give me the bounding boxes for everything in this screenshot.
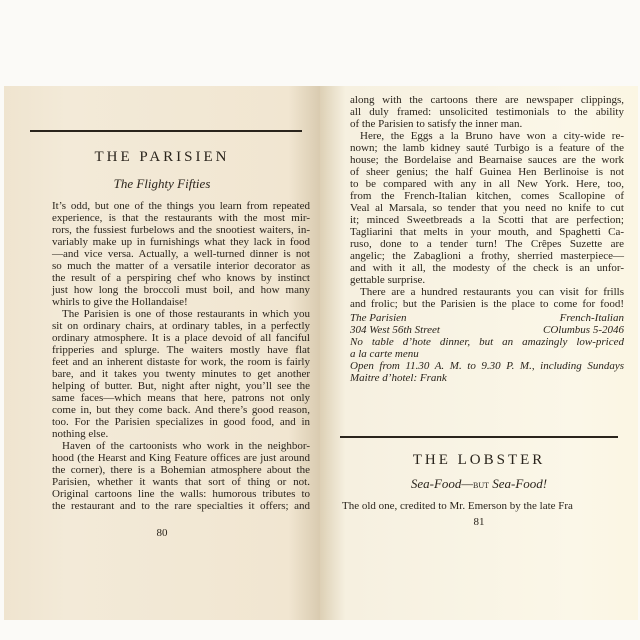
text-line: ruso, done to a tender turn! The Crêpes Suzette are — [350, 238, 624, 250]
subtitle-part: Sea-Food! — [488, 476, 548, 491]
text-line: angelic; the Zabaglioni a frothy, sherried masterpiece— — [350, 250, 624, 262]
text-line: hood (the Hearst and King Feature offices are just around — [52, 452, 310, 464]
subtitle-part: but — [472, 479, 489, 491]
text-line: whirls to give the Hollandaise! — [52, 296, 188, 308]
text-line: fripperies and splurge. The waiters mostly have flat — [52, 344, 310, 356]
text-line: it; minced Sweetbreads a la Scotti that are perfection; — [350, 214, 624, 226]
chapter-heading: THE PARISIEN — [94, 149, 230, 165]
left-page — [4, 86, 320, 620]
cuisine: French-Italian — [559, 312, 624, 324]
text-line: all duly framed: unsolicited testimonials to the ability — [350, 106, 624, 118]
text-line: along with the cartoons there are newspaper clippings, — [350, 94, 624, 106]
next-chapter-first-line: The old one, credited to Mr. Emerson by the late Fra — [342, 500, 573, 512]
subtitle-part: Sea-Food— — [410, 476, 473, 491]
text-line: so much the matter of a versatile interior decorator as — [52, 260, 310, 272]
text-line: bare, and it takes you twenty minutes to get another — [52, 368, 310, 380]
next-chapter-subtitle — [320, 476, 638, 492]
text-line: house; the Bordelaise and Bearnaise sauces are the work — [350, 154, 624, 166]
text-line: Original cartoons line the walls: humorous tributes to — [52, 488, 310, 500]
next-chapter-heading: THE LOBSTER — [412, 452, 546, 468]
section-rule — [340, 436, 618, 438]
phone: COlumbus 5-2046 — [543, 324, 624, 336]
text-line: to be compared with any in all New York. Here, too, — [350, 178, 624, 190]
text-line: of sheer genius; the half Guinea Hen Berlinoise is not — [350, 166, 624, 178]
maitre-d: Maitre d’hotel: Frank — [350, 372, 447, 384]
text-line: Here, the Eggs a la Bruno have won a city-wide re- — [360, 130, 624, 142]
text-line: It’s odd, but one of the things you learn from repeated — [52, 200, 310, 212]
text-line: the restaurant and to the rare specialties it offers; and — [52, 500, 310, 512]
address: 304 West 56th Street — [350, 324, 440, 336]
text-line: Veal al Marsala, so tender that you need no knife to cut — [350, 202, 624, 214]
text-line: from the French-Italian kitchen, comes Scallopine of — [350, 190, 624, 202]
page-number: 80 — [156, 527, 168, 539]
text-line: Parisien, whether it wants that sort of thing or not. — [52, 476, 310, 488]
right-page — [320, 86, 638, 620]
text-line: ordinary atmosphere. It is a place devoid of all fanciful — [52, 332, 310, 344]
text-line: the result of a perspiring chef who knows by instinct — [52, 272, 310, 284]
menu-note-2: a la carte menu — [350, 348, 419, 360]
text-line: helping of butter. But, night after night, you’ll see the — [52, 380, 310, 392]
text-line: gettable surprise. — [350, 274, 426, 286]
text-line: Tagliarini that melts in your mouth, and Spaghetti Ca- — [350, 226, 624, 238]
text-line: sit on ordinary chairs, at ordinary tables, in a perfectly — [52, 320, 310, 332]
text-line: Haven of the cartoonists who work in the neighbor- — [62, 440, 310, 452]
text-line: just how long the broccoli must boil, and how many — [52, 284, 310, 296]
text-line: nothing else. — [52, 428, 109, 440]
text-line: rors, the fussiest furbelows and the snootiest waiters, in- — [52, 224, 310, 236]
text-line: come in, but they come back. And there’s good reason, — [52, 404, 310, 416]
text-line: variably make up in furnishings what they lack in food — [52, 236, 310, 248]
text-line: There are a hundred restaurants you can visit for frills — [360, 286, 624, 298]
text-line: the corner), there is a Bohemian atmosphere about the — [52, 464, 310, 476]
text-line: too. For the Parisien specializes in good food, and in — [52, 416, 310, 428]
hours: Open from 11.30 A. M. to 9.30 P. M., including Sundays — [350, 360, 624, 372]
text-line: experience, is that the restaurants with the most mir- — [52, 212, 310, 224]
text-line: —and vice versa. Actually, a well-turned dinner is not — [52, 248, 310, 260]
text-line: feet and an inherent distaste for work, the room is fairly — [52, 356, 310, 368]
text-line: The Parisien is one of those restaurants in which you — [62, 308, 310, 320]
menu-note: No table d’hote dinner, but an amazingly low-priced — [350, 336, 624, 348]
top-rule — [30, 130, 302, 132]
text-line: and with it all, the modesty of the check is an unfor- — [350, 262, 624, 274]
open-book — [4, 86, 638, 620]
text-line: nown; the lamb kidney sauté Turbigo is a feature of the — [350, 142, 624, 154]
page-number: 81 — [473, 516, 485, 528]
text-line: of the Parisien to satisfy the inner man. — [350, 118, 523, 130]
text-line: and frolic; but the Parisien is the place to come for food! — [350, 298, 624, 310]
text-line: same faces—which means that here, patrons not only — [52, 392, 310, 404]
restaurant-name: The Parisien — [350, 312, 407, 324]
chapter-subtitle: The Flighty Fifties — [113, 176, 211, 191]
